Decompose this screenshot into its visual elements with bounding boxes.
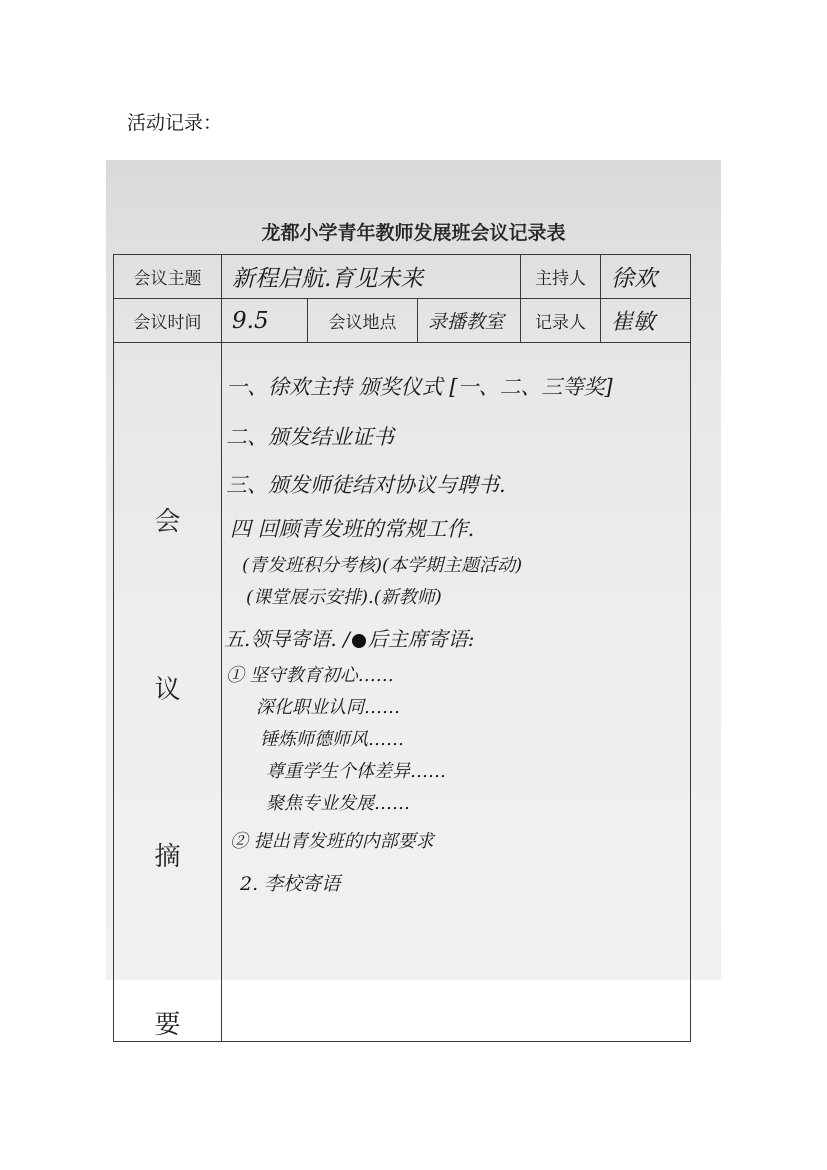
topic-value: 新程启航.育见未来 — [222, 255, 521, 299]
summary-label-char: 议 — [154, 674, 181, 705]
table-row — [114, 299, 691, 343]
time-value: 9.5 — [222, 299, 308, 343]
summary-line: 三、颁发师徒结对协议与聘书. — [226, 473, 506, 497]
summary-label-char: 摘 — [154, 842, 181, 873]
topic-label: 会议主题 — [114, 255, 222, 299]
table-row — [114, 255, 691, 299]
summary-line: 2. 李校寄语 — [240, 873, 341, 895]
sheet-title: 龙都小学青年教师发展班会议记录表 — [261, 222, 566, 244]
page-label: 活动记录： — [127, 112, 223, 134]
summary-line: 深化职业认同…… — [256, 697, 400, 718]
summary-line: 二、颁发结业证书 — [226, 425, 394, 449]
summary-line: 五.领导寄语. / — [224, 627, 350, 651]
host-label: 主持人 — [521, 255, 601, 299]
host-value: 徐欢 — [601, 255, 691, 299]
summary-line: 尊重学生个体差异…… — [266, 761, 446, 782]
location-label: 会议地点 — [308, 299, 418, 343]
recorder-label: 记录人 — [521, 299, 601, 343]
summary-line: 四 回顾青发班的常规工作. — [230, 517, 475, 541]
table-row — [114, 343, 691, 1042]
summary-line: 锤炼师德师风…… — [260, 729, 404, 750]
summary-line: ② 提出青发班的内部要求 — [230, 831, 434, 852]
summary-label-char: 要 — [154, 1009, 181, 1040]
meeting-record-photo — [106, 160, 721, 1040]
summary-line: 后主席寄语: — [367, 627, 475, 651]
ink-blot-icon — [352, 634, 366, 648]
record-table — [113, 254, 691, 1042]
summary-line: (青发班积分考核)(本学期主题活动) — [242, 555, 523, 576]
summary-line: (课堂展示安排).(新教师) — [246, 587, 442, 608]
summary-label — [114, 343, 222, 1042]
summary-body — [222, 343, 691, 1042]
recorder-value: 崔敏 — [601, 299, 691, 343]
summary-line: 一、徐欢主持 颁奖仪式 [一、二、三等奖] — [226, 375, 613, 399]
time-label: 会议时间 — [114, 299, 222, 343]
location-value: 录播教室 — [418, 299, 521, 343]
summary-label-char: 会 — [154, 507, 181, 537]
summary-line: 聚焦专业发展…… — [266, 793, 410, 814]
summary-line: ① 坚守教育初心…… — [226, 665, 394, 686]
